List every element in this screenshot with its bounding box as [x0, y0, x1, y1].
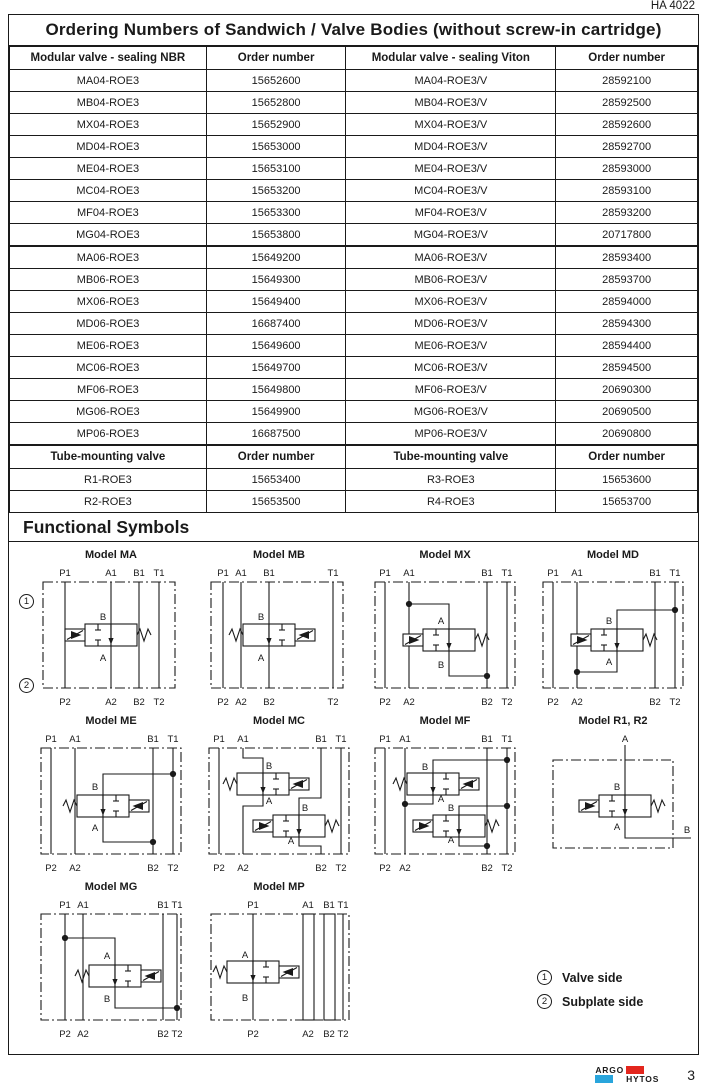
diagram-title: Model MF	[419, 715, 471, 727]
hydraulic-schematic	[27, 896, 195, 1044]
valve-model-cell: MA06-ROE3/V	[346, 246, 556, 269]
hydraulic-schematic	[195, 564, 363, 712]
diagram-model-mx	[361, 548, 529, 717]
diagram-title: Model MP	[253, 881, 305, 893]
order-number-cell: 15652600	[206, 70, 346, 92]
order-number-cell: 15649400	[206, 291, 346, 313]
order-number-cell: 16687500	[206, 423, 346, 446]
svg-text:A1: A1	[69, 734, 81, 745]
valve-model-cell: MB04-ROE3	[10, 92, 207, 114]
svg-text:T2: T2	[337, 1029, 349, 1040]
order-number-cell: 15653400	[206, 469, 346, 491]
diagram-title: Model R1, R2	[578, 715, 648, 727]
diagram-title: Model MG	[84, 881, 138, 893]
svg-text:B2: B2	[157, 1029, 169, 1040]
svg-text:B: B	[257, 612, 265, 623]
column-header: Order number	[206, 445, 346, 469]
svg-text:A1: A1	[302, 900, 314, 911]
valve-model-cell: ME04-ROE3/V	[346, 158, 556, 180]
svg-text:T1: T1	[153, 568, 165, 579]
table-row	[10, 491, 698, 513]
svg-text:B: B	[265, 761, 273, 772]
valve-model-cell: MX06-ROE3/V	[346, 291, 556, 313]
legend	[537, 970, 643, 1018]
table-row	[10, 379, 698, 401]
valve-model-cell: MF06-ROE3	[10, 379, 207, 401]
order-number-cell: 15653500	[206, 491, 346, 513]
valve-model-cell: MD06-ROE3	[10, 313, 207, 335]
order-number-cell: 15653800	[206, 224, 346, 247]
svg-text:A2: A2	[235, 697, 247, 708]
order-number-cell: 15653300	[206, 202, 346, 224]
order-number-cell: 15653700	[556, 491, 698, 513]
svg-text:A2: A2	[77, 1029, 89, 1040]
svg-text:T1: T1	[327, 568, 339, 579]
svg-text:B: B	[437, 660, 445, 671]
column-header: Modular valve - sealing Viton	[346, 47, 556, 70]
diagram-model-me	[27, 714, 195, 883]
svg-text:B1: B1	[157, 900, 169, 911]
svg-text:P1: P1	[247, 900, 259, 911]
diagram-model-mp	[195, 880, 363, 1049]
svg-text:B: B	[605, 616, 613, 627]
legend-label: Valve side	[562, 970, 623, 985]
svg-text:B2: B2	[263, 697, 275, 708]
diagram-model-mc	[195, 714, 363, 883]
svg-text:P1: P1	[379, 734, 391, 745]
svg-text:A: A	[241, 950, 249, 961]
page-title: Ordering Numbers of Sandwich / Valve Bodies (without screw-in cartridge)	[9, 15, 698, 46]
svg-text:P2: P2	[547, 697, 559, 708]
hydraulic-schematic	[27, 730, 195, 878]
functional-symbols-area	[9, 542, 698, 1054]
order-number-cell: 15649600	[206, 335, 346, 357]
page-footer	[595, 1066, 695, 1083]
svg-text:A1: A1	[237, 734, 249, 745]
svg-text:A1: A1	[403, 568, 415, 579]
valve-model-cell: MA06-ROE3	[10, 246, 207, 269]
column-header: Modular valve - sealing NBR	[10, 47, 207, 70]
svg-text:B2: B2	[315, 863, 327, 874]
diagram-title: Model MB	[253, 549, 305, 561]
svg-text:T1: T1	[167, 734, 179, 745]
svg-text:A2: A2	[403, 697, 415, 708]
valve-model-cell: MF04-ROE3	[10, 202, 207, 224]
svg-text:B2: B2	[481, 863, 493, 874]
svg-text:P1: P1	[547, 568, 559, 579]
column-header: Tube-mounting valve	[346, 445, 556, 469]
ordering-table	[9, 46, 698, 513]
valve-model-cell: MX04-ROE3/V	[346, 114, 556, 136]
svg-text:P2: P2	[379, 697, 391, 708]
content-frame	[8, 14, 699, 1055]
valve-model-cell: MC06-ROE3	[10, 357, 207, 379]
valve-model-cell: MB04-ROE3/V	[346, 92, 556, 114]
doc-code: HA 4022	[650, 0, 695, 12]
valve-model-cell: MA04-ROE3/V	[346, 70, 556, 92]
order-number-cell: 28593100	[556, 180, 698, 202]
table-row	[10, 136, 698, 158]
table-row	[10, 269, 698, 291]
valve-model-cell: MG06-ROE3	[10, 401, 207, 423]
svg-text:A2: A2	[571, 697, 583, 708]
diagram-model-mg	[27, 880, 195, 1049]
table-row	[10, 469, 698, 491]
svg-text:P2: P2	[379, 863, 391, 874]
svg-text:B1: B1	[133, 568, 145, 579]
functional-symbols-heading: Functional Symbols	[9, 513, 698, 542]
valve-model-cell: MC06-ROE3/V	[346, 357, 556, 379]
legend-item	[537, 970, 643, 985]
svg-text:B2: B2	[147, 863, 159, 874]
svg-text:P2: P2	[213, 863, 225, 874]
svg-text:T1: T1	[335, 734, 347, 745]
svg-text:B1: B1	[323, 900, 335, 911]
column-header: Order number	[556, 47, 698, 70]
legend-item	[537, 994, 643, 1009]
svg-text:T1: T1	[337, 900, 349, 911]
svg-text:A: A	[437, 616, 445, 627]
order-number-cell: 15653100	[206, 158, 346, 180]
order-number-cell: 15649800	[206, 379, 346, 401]
order-number-cell: 28593200	[556, 202, 698, 224]
diagram-model-mb	[195, 548, 363, 717]
column-header: Tube-mounting valve	[10, 445, 207, 469]
svg-text:B1: B1	[315, 734, 327, 745]
legend-marker-1: 1	[537, 970, 552, 985]
valve-model-cell: MG04-ROE3	[10, 224, 207, 247]
order-number-cell: 28593000	[556, 158, 698, 180]
hydraulic-schematic	[361, 730, 529, 878]
svg-text:P1: P1	[59, 900, 71, 911]
svg-text:T2: T2	[669, 697, 681, 708]
svg-text:B: B	[421, 762, 429, 773]
table-row	[10, 357, 698, 379]
table-row	[10, 423, 698, 446]
valve-model-cell: MD04-ROE3	[10, 136, 207, 158]
diagram-model-mf	[361, 714, 529, 883]
legend-label: Subplate side	[562, 994, 644, 1009]
valve-model-cell: MC04-ROE3/V	[346, 180, 556, 202]
svg-text:A: A	[605, 657, 613, 668]
svg-text:P2: P2	[247, 1029, 259, 1040]
hydraulic-schematic	[195, 730, 363, 878]
table-header-row	[10, 445, 698, 469]
logo-text-hytos: HYTOS	[626, 1074, 660, 1084]
table-row	[10, 246, 698, 269]
valve-model-cell: R2-ROE3	[10, 491, 207, 513]
svg-text:B: B	[91, 782, 99, 793]
legend-marker-2: 2	[537, 994, 552, 1009]
svg-text:A: A	[103, 951, 111, 962]
svg-text:T1: T1	[669, 568, 681, 579]
svg-text:B1: B1	[649, 568, 661, 579]
valve-model-cell: MG06-ROE3/V	[346, 401, 556, 423]
order-number-cell: 20690500	[556, 401, 698, 423]
svg-text:T2: T2	[153, 697, 165, 708]
table-row	[10, 158, 698, 180]
hydraulic-schematic	[195, 896, 363, 1044]
order-number-cell: 15653000	[206, 136, 346, 158]
side-marker-2: 2	[19, 678, 34, 693]
table-row	[10, 401, 698, 423]
svg-text:A1: A1	[399, 734, 411, 745]
svg-text:A2: A2	[302, 1029, 314, 1040]
svg-text:B1: B1	[481, 734, 493, 745]
column-header: Order number	[206, 47, 346, 70]
svg-text:A: A	[287, 836, 295, 847]
valve-model-cell: MG04-ROE3/V	[346, 224, 556, 247]
valve-model-cell: MA04-ROE3	[10, 70, 207, 92]
order-number-cell: 15653200	[206, 180, 346, 202]
svg-text:A: A	[447, 835, 455, 846]
svg-text:P1: P1	[45, 734, 57, 745]
table-row	[10, 70, 698, 92]
valve-model-cell: MP06-ROE3/V	[346, 423, 556, 446]
table-row	[10, 114, 698, 136]
order-number-cell: 15652800	[206, 92, 346, 114]
svg-text:A: A	[257, 653, 265, 664]
valve-model-cell: MD06-ROE3/V	[346, 313, 556, 335]
order-number-cell: 28594400	[556, 335, 698, 357]
svg-text:A2: A2	[105, 697, 117, 708]
valve-model-cell: MB06-ROE3/V	[346, 269, 556, 291]
svg-text:A2: A2	[237, 863, 249, 874]
svg-text:A: A	[621, 734, 629, 745]
svg-text:B: B	[613, 782, 621, 793]
order-number-cell: 28594300	[556, 313, 698, 335]
order-number-cell: 20690300	[556, 379, 698, 401]
svg-text:A2: A2	[69, 863, 81, 874]
svg-text:A: A	[613, 822, 621, 833]
order-number-cell: 28593400	[556, 246, 698, 269]
valve-model-cell: ME06-ROE3	[10, 335, 207, 357]
order-number-cell: 28593700	[556, 269, 698, 291]
order-number-cell: 28592100	[556, 70, 698, 92]
hydraulic-schematic	[27, 564, 195, 712]
svg-text:B: B	[103, 994, 111, 1005]
svg-text:P1: P1	[59, 568, 71, 579]
svg-text:P2: P2	[59, 1029, 71, 1040]
svg-text:A: A	[265, 796, 273, 807]
valve-model-cell: R1-ROE3	[10, 469, 207, 491]
table-row	[10, 92, 698, 114]
order-number-cell: 28592700	[556, 136, 698, 158]
valve-model-cell: MP06-ROE3	[10, 423, 207, 446]
diagram-title: Model MX	[419, 549, 471, 561]
svg-text:T2: T2	[335, 863, 347, 874]
table-row	[10, 291, 698, 313]
svg-text:P2: P2	[59, 697, 71, 708]
svg-text:B: B	[241, 993, 249, 1004]
valve-model-cell: R4-ROE3	[346, 491, 556, 513]
diagram-title: Model MD	[587, 549, 639, 561]
diagram-title: Model MA	[85, 549, 137, 561]
table-row	[10, 180, 698, 202]
diagram-title: Model ME	[85, 715, 137, 727]
logo-red-block	[626, 1066, 644, 1074]
svg-text:T2: T2	[167, 863, 179, 874]
table-row	[10, 313, 698, 335]
svg-text:B2: B2	[481, 697, 493, 708]
order-number-cell: 15653600	[556, 469, 698, 491]
order-number-cell: 15649900	[206, 401, 346, 423]
valve-model-cell: MF06-ROE3/V	[346, 379, 556, 401]
svg-text:B2: B2	[649, 697, 661, 708]
table-row	[10, 202, 698, 224]
svg-text:T1: T1	[501, 568, 513, 579]
table-row	[10, 335, 698, 357]
diagram-model-ma	[27, 548, 195, 717]
svg-text:T1: T1	[171, 900, 183, 911]
diagram-title: Model MC	[253, 715, 305, 727]
logo-blue-block	[595, 1075, 613, 1083]
order-number-cell: 28592500	[556, 92, 698, 114]
svg-text:P2: P2	[45, 863, 57, 874]
svg-text:T2: T2	[171, 1029, 183, 1040]
svg-text:B2: B2	[133, 697, 145, 708]
svg-text:P1: P1	[213, 734, 225, 745]
order-number-cell: 15649700	[206, 357, 346, 379]
svg-text:B: B	[99, 612, 107, 623]
svg-text:P2: P2	[217, 697, 229, 708]
svg-text:A2: A2	[399, 863, 411, 874]
argo-hytos-logo	[595, 1066, 659, 1083]
svg-text:A: A	[437, 794, 445, 805]
table-row	[10, 224, 698, 247]
svg-text:A: A	[91, 823, 99, 834]
svg-text:T2: T2	[501, 697, 513, 708]
svg-text:B1: B1	[263, 568, 275, 579]
valve-model-cell: ME06-ROE3/V	[346, 335, 556, 357]
svg-text:B: B	[301, 803, 309, 814]
svg-text:A1: A1	[235, 568, 247, 579]
valve-model-cell: MX04-ROE3	[10, 114, 207, 136]
order-number-cell: 15649200	[206, 246, 346, 269]
svg-text:B: B	[447, 803, 455, 814]
svg-text:P1: P1	[217, 568, 229, 579]
table-header-row	[10, 47, 698, 70]
valve-model-cell: ME04-ROE3	[10, 158, 207, 180]
hydraulic-schematic	[529, 564, 697, 712]
svg-text:P1: P1	[379, 568, 391, 579]
side-marker-1: 1	[19, 594, 34, 609]
valve-model-cell: MD04-ROE3/V	[346, 136, 556, 158]
valve-model-cell: MB06-ROE3	[10, 269, 207, 291]
order-number-cell: 16687400	[206, 313, 346, 335]
svg-text:B1: B1	[481, 568, 493, 579]
svg-text:T1: T1	[501, 734, 513, 745]
svg-text:B1: B1	[147, 734, 159, 745]
diagram-model-r1r2	[529, 714, 697, 883]
valve-model-cell: R3-ROE3	[346, 469, 556, 491]
hydraulic-schematic	[529, 730, 697, 878]
order-number-cell: 28592600	[556, 114, 698, 136]
order-number-cell: 15649300	[206, 269, 346, 291]
valve-model-cell: MX06-ROE3	[10, 291, 207, 313]
svg-text:B: B	[683, 825, 691, 836]
diagram-model-md	[529, 548, 697, 717]
svg-text:B2: B2	[323, 1029, 335, 1040]
page-number: 3	[687, 1066, 695, 1083]
svg-text:A: A	[99, 653, 107, 664]
logo-text-argo: ARGO	[595, 1065, 625, 1075]
svg-text:T2: T2	[501, 863, 513, 874]
order-number-cell: 28594500	[556, 357, 698, 379]
svg-text:A1: A1	[571, 568, 583, 579]
hydraulic-schematic	[361, 564, 529, 712]
order-number-cell: 28594000	[556, 291, 698, 313]
svg-text:T2: T2	[327, 697, 339, 708]
valve-model-cell: MF04-ROE3/V	[346, 202, 556, 224]
svg-text:A1: A1	[77, 900, 89, 911]
order-number-cell: 15652900	[206, 114, 346, 136]
valve-model-cell: MC04-ROE3	[10, 180, 207, 202]
svg-text:A1: A1	[105, 568, 117, 579]
order-number-cell: 20717800	[556, 224, 698, 247]
column-header: Order number	[556, 445, 698, 469]
order-number-cell: 20690800	[556, 423, 698, 446]
